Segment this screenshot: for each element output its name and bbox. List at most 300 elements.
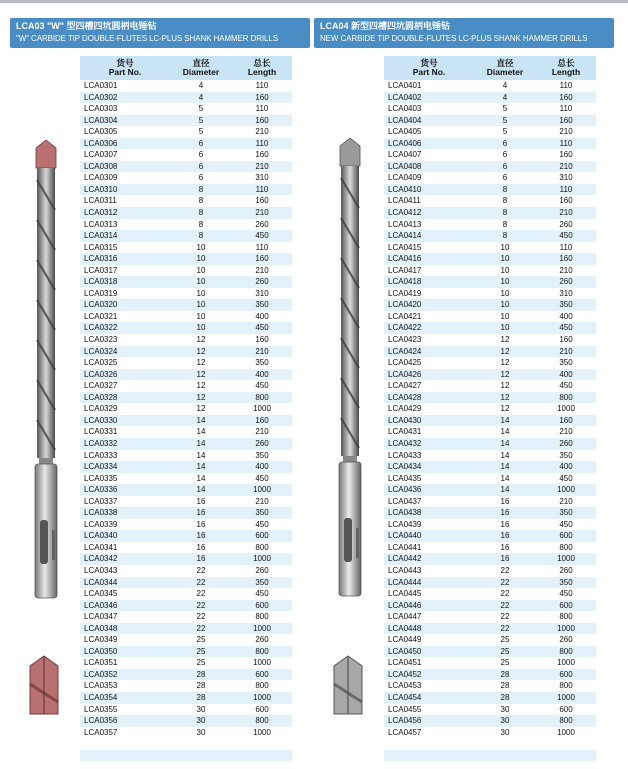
diameter-cell: 16 bbox=[474, 530, 536, 542]
diameter-cell: 30 bbox=[170, 704, 232, 716]
header-length: 总长 Length bbox=[536, 56, 596, 80]
part-no-cell: LCA0332 bbox=[80, 438, 170, 450]
length-cell: 450 bbox=[536, 322, 596, 334]
table-row bbox=[384, 542, 596, 554]
part-no-cell: LCA0310 bbox=[80, 184, 170, 196]
diameter-cell: 28 bbox=[170, 680, 232, 692]
table-row bbox=[384, 253, 596, 265]
length-cell: 210 bbox=[536, 161, 596, 173]
part-no-cell: LCA0317 bbox=[80, 265, 170, 277]
part-no-cell: LCA0407 bbox=[384, 149, 474, 161]
table-row bbox=[384, 496, 596, 508]
diameter-cell: 10 bbox=[474, 265, 536, 277]
diameter-cell: 6 bbox=[170, 138, 232, 150]
table-row bbox=[80, 588, 292, 600]
length-cell: 450 bbox=[536, 473, 596, 485]
table-row bbox=[384, 727, 596, 739]
table-row bbox=[80, 288, 292, 300]
length-cell: 350 bbox=[232, 357, 292, 369]
diameter-cell: 10 bbox=[170, 311, 232, 323]
diameter-cell: 16 bbox=[474, 507, 536, 519]
part-no-cell: LCA0334 bbox=[80, 461, 170, 473]
diameter-cell: 14 bbox=[170, 450, 232, 462]
header-diameter: 直径 Diameter bbox=[170, 56, 232, 80]
part-no-cell: LCA0430 bbox=[384, 415, 474, 427]
diameter-cell: 22 bbox=[474, 565, 536, 577]
part-no-cell: LCA0321 bbox=[80, 311, 170, 323]
length-cell: 260 bbox=[232, 634, 292, 646]
length-cell: 210 bbox=[232, 265, 292, 277]
part-no-cell: LCA0452 bbox=[384, 669, 474, 681]
length-cell: 160 bbox=[232, 415, 292, 427]
part-no-cell: LCA0442 bbox=[384, 553, 474, 565]
part-no-cell: LCA0445 bbox=[384, 588, 474, 600]
diameter-cell: 5 bbox=[474, 115, 536, 127]
part-no-cell: LCA0301 bbox=[80, 80, 170, 92]
diameter-cell: 10 bbox=[474, 322, 536, 334]
table-row bbox=[80, 634, 292, 646]
table-row bbox=[80, 473, 292, 485]
part-no-cell: LCA0345 bbox=[80, 588, 170, 600]
header-part-no: 货号 Part No. bbox=[80, 56, 170, 80]
length-cell: 800 bbox=[232, 392, 292, 404]
diameter-cell: 10 bbox=[474, 276, 536, 288]
table-row bbox=[384, 311, 596, 323]
table-row bbox=[384, 80, 596, 92]
diameter-cell: 22 bbox=[170, 600, 232, 612]
length-cell: 260 bbox=[536, 276, 596, 288]
lca03-table-body bbox=[80, 80, 292, 761]
part-no-cell: LCA0449 bbox=[384, 634, 474, 646]
diameter-cell: 10 bbox=[474, 288, 536, 300]
length-cell: 600 bbox=[536, 669, 596, 681]
length-cell: 400 bbox=[232, 461, 292, 473]
diameter-cell: 6 bbox=[474, 172, 536, 184]
diameter-cell: 28 bbox=[474, 669, 536, 681]
part-no-cell: LCA0335 bbox=[80, 473, 170, 485]
table-row bbox=[384, 195, 596, 207]
table-row bbox=[384, 92, 596, 104]
table-row bbox=[80, 530, 292, 542]
table-row bbox=[384, 507, 596, 519]
length-cell: 260 bbox=[536, 438, 596, 450]
diameter-cell: 28 bbox=[474, 680, 536, 692]
part-no-cell: LCA0437 bbox=[384, 496, 474, 508]
table-row bbox=[384, 669, 596, 681]
table-row bbox=[384, 207, 596, 219]
length-cell: 350 bbox=[536, 507, 596, 519]
part-no-cell: LCA0440 bbox=[384, 530, 474, 542]
table-row bbox=[80, 415, 292, 427]
part-no-cell: LCA0309 bbox=[80, 172, 170, 184]
part-no-cell: LCA0411 bbox=[384, 195, 474, 207]
table-row bbox=[80, 680, 292, 692]
diameter-cell: 25 bbox=[170, 657, 232, 669]
table-row bbox=[384, 484, 596, 496]
part-no-cell: LCA0441 bbox=[384, 542, 474, 554]
table-row bbox=[80, 322, 292, 334]
length-cell: 450 bbox=[232, 322, 292, 334]
empty-row bbox=[80, 750, 292, 762]
lca04-table bbox=[384, 56, 596, 761]
length-cell: 1000 bbox=[536, 623, 596, 635]
part-no-cell: LCA0447 bbox=[384, 611, 474, 623]
part-no-cell: LCA0340 bbox=[80, 530, 170, 542]
lca03-title-cn: LCA03 "W" 型四槽四坑圆柄电锤钻 bbox=[16, 21, 157, 31]
table-row bbox=[80, 265, 292, 277]
diameter-cell: 4 bbox=[474, 80, 536, 92]
part-no-cell: LCA0416 bbox=[384, 253, 474, 265]
part-no-cell: LCA0428 bbox=[384, 392, 474, 404]
part-no-cell: LCA0329 bbox=[80, 403, 170, 415]
diameter-cell: 10 bbox=[474, 311, 536, 323]
diameter-cell: 12 bbox=[170, 357, 232, 369]
part-no-cell: LCA0322 bbox=[80, 322, 170, 334]
diameter-cell: 22 bbox=[474, 588, 536, 600]
part-no-cell: LCA0325 bbox=[80, 357, 170, 369]
length-cell: 1000 bbox=[232, 553, 292, 565]
diameter-cell: 14 bbox=[170, 461, 232, 473]
part-no-cell: LCA0306 bbox=[80, 138, 170, 150]
length-cell: 210 bbox=[232, 496, 292, 508]
diameter-cell: 6 bbox=[170, 149, 232, 161]
table-row bbox=[384, 519, 596, 531]
length-cell: 210 bbox=[232, 161, 292, 173]
part-no-cell: LCA0343 bbox=[80, 565, 170, 577]
table-row bbox=[80, 184, 292, 196]
diameter-cell: 28 bbox=[170, 669, 232, 681]
part-no-cell: LCA0423 bbox=[384, 334, 474, 346]
length-cell: 210 bbox=[536, 265, 596, 277]
table-row bbox=[384, 346, 596, 358]
length-cell: 210 bbox=[232, 346, 292, 358]
length-cell: 210 bbox=[536, 426, 596, 438]
part-no-cell: LCA0429 bbox=[384, 403, 474, 415]
length-cell: 260 bbox=[232, 565, 292, 577]
table-row bbox=[384, 322, 596, 334]
table-row bbox=[80, 565, 292, 577]
length-cell: 110 bbox=[232, 138, 292, 150]
diameter-cell: 30 bbox=[474, 715, 536, 727]
length-cell: 400 bbox=[536, 461, 596, 473]
part-no-cell: LCA0341 bbox=[80, 542, 170, 554]
diameter-cell: 22 bbox=[170, 611, 232, 623]
table-row bbox=[80, 195, 292, 207]
lca03-banner bbox=[10, 18, 310, 48]
diameter-cell: 12 bbox=[474, 403, 536, 415]
diameter-cell: 8 bbox=[170, 230, 232, 242]
diameter-cell: 25 bbox=[170, 634, 232, 646]
part-no-cell: LCA0456 bbox=[384, 715, 474, 727]
table-row bbox=[80, 623, 292, 635]
part-no-cell: LCA0455 bbox=[384, 704, 474, 716]
diameter-cell: 14 bbox=[170, 426, 232, 438]
diameter-cell: 8 bbox=[474, 230, 536, 242]
lca03-header-row bbox=[80, 56, 292, 80]
part-no-cell: LCA0412 bbox=[384, 207, 474, 219]
part-no-cell: LCA0403 bbox=[384, 103, 474, 115]
part-no-cell: LCA0304 bbox=[80, 115, 170, 127]
diameter-cell: 14 bbox=[474, 450, 536, 462]
length-cell: 160 bbox=[536, 253, 596, 265]
diameter-cell: 16 bbox=[474, 496, 536, 508]
diameter-cell: 12 bbox=[474, 357, 536, 369]
diameter-cell: 16 bbox=[474, 542, 536, 554]
length-cell: 110 bbox=[536, 103, 596, 115]
part-no-cell: LCA0432 bbox=[384, 438, 474, 450]
length-cell: 400 bbox=[536, 311, 596, 323]
part-no-cell: LCA0339 bbox=[80, 519, 170, 531]
part-no-cell: LCA0353 bbox=[80, 680, 170, 692]
length-cell: 210 bbox=[536, 496, 596, 508]
lca04-title-en: NEW CARBIDE TIP DOUBLE-FLUTES LC-PLUS SHANK HAMMER DRILLS bbox=[320, 34, 588, 43]
diameter-cell: 16 bbox=[170, 496, 232, 508]
length-cell: 350 bbox=[232, 577, 292, 589]
table-row bbox=[384, 103, 596, 115]
part-no-cell: LCA0349 bbox=[80, 634, 170, 646]
part-no-cell: LCA0324 bbox=[80, 346, 170, 358]
diameter-cell: 30 bbox=[474, 727, 536, 739]
diameter-cell: 14 bbox=[474, 438, 536, 450]
diameter-cell: 10 bbox=[170, 299, 232, 311]
length-cell: 110 bbox=[536, 80, 596, 92]
table-row bbox=[80, 207, 292, 219]
length-cell: 350 bbox=[536, 450, 596, 462]
lca04-panel bbox=[314, 18, 614, 737]
diameter-cell: 5 bbox=[474, 103, 536, 115]
table-row bbox=[384, 530, 596, 542]
diameter-cell: 22 bbox=[170, 565, 232, 577]
table-row bbox=[384, 334, 596, 346]
length-cell: 310 bbox=[232, 172, 292, 184]
diameter-cell: 22 bbox=[474, 611, 536, 623]
length-cell: 160 bbox=[232, 195, 292, 207]
table-row bbox=[384, 415, 596, 427]
part-no-cell: LCA0323 bbox=[80, 334, 170, 346]
table-row bbox=[384, 149, 596, 161]
diameter-cell: 22 bbox=[170, 577, 232, 589]
length-cell: 600 bbox=[536, 530, 596, 542]
length-cell: 260 bbox=[536, 634, 596, 646]
diameter-cell: 22 bbox=[474, 600, 536, 612]
part-no-cell: LCA0315 bbox=[80, 242, 170, 254]
part-no-cell: LCA0454 bbox=[384, 692, 474, 704]
part-no-cell: LCA0344 bbox=[80, 577, 170, 589]
diameter-cell: 25 bbox=[170, 646, 232, 658]
part-no-cell: LCA0356 bbox=[80, 715, 170, 727]
table-row bbox=[384, 577, 596, 589]
part-no-cell: LCA0305 bbox=[80, 126, 170, 138]
length-cell: 110 bbox=[232, 242, 292, 254]
length-cell: 450 bbox=[232, 230, 292, 242]
length-cell: 210 bbox=[536, 346, 596, 358]
part-no-cell: LCA0404 bbox=[384, 115, 474, 127]
part-no-cell: LCA0451 bbox=[384, 657, 474, 669]
table-row bbox=[80, 426, 292, 438]
part-no-cell: LCA0354 bbox=[80, 692, 170, 704]
length-cell: 450 bbox=[232, 380, 292, 392]
part-no-cell: LCA0426 bbox=[384, 369, 474, 381]
table-row bbox=[384, 646, 596, 658]
table-row bbox=[384, 115, 596, 127]
table-row bbox=[384, 600, 596, 612]
length-cell: 450 bbox=[536, 519, 596, 531]
part-no-cell: LCA0316 bbox=[80, 253, 170, 265]
diameter-cell: 8 bbox=[474, 219, 536, 231]
header-diameter: 直径 Diameter bbox=[474, 56, 536, 80]
table-row bbox=[80, 299, 292, 311]
table-row bbox=[80, 692, 292, 704]
table-row bbox=[384, 161, 596, 173]
length-cell: 800 bbox=[232, 715, 292, 727]
lca04-title-cn: LCA04 新型四槽四坑圆柄电锤钻 bbox=[320, 21, 451, 31]
length-cell: 450 bbox=[536, 588, 596, 600]
table-row bbox=[80, 161, 292, 173]
diameter-cell: 10 bbox=[170, 288, 232, 300]
table-row bbox=[80, 357, 292, 369]
part-no-cell: LCA0439 bbox=[384, 519, 474, 531]
part-no-cell: LCA0453 bbox=[384, 680, 474, 692]
table-row bbox=[80, 242, 292, 254]
table-row bbox=[80, 126, 292, 138]
part-no-cell: LCA0351 bbox=[80, 657, 170, 669]
length-cell: 160 bbox=[232, 149, 292, 161]
part-no-cell: LCA0415 bbox=[384, 242, 474, 254]
table-row bbox=[384, 426, 596, 438]
diameter-cell: 4 bbox=[170, 80, 232, 92]
diameter-cell: 22 bbox=[474, 623, 536, 635]
diameter-cell: 6 bbox=[474, 149, 536, 161]
table-row bbox=[384, 380, 596, 392]
length-cell: 1000 bbox=[536, 692, 596, 704]
length-cell: 210 bbox=[232, 207, 292, 219]
length-cell: 1000 bbox=[232, 484, 292, 496]
length-cell: 450 bbox=[232, 519, 292, 531]
table-row bbox=[80, 392, 292, 404]
length-cell: 400 bbox=[232, 311, 292, 323]
length-cell: 110 bbox=[536, 184, 596, 196]
table-row bbox=[80, 103, 292, 115]
diameter-cell: 14 bbox=[474, 484, 536, 496]
length-cell: 260 bbox=[232, 438, 292, 450]
lca03-drill-image bbox=[22, 140, 66, 600]
length-cell: 600 bbox=[232, 704, 292, 716]
length-cell: 160 bbox=[536, 92, 596, 104]
table-row bbox=[384, 692, 596, 704]
part-no-cell: LCA0346 bbox=[80, 600, 170, 612]
diameter-cell: 6 bbox=[474, 161, 536, 173]
part-no-cell: LCA0350 bbox=[80, 646, 170, 658]
empty-row bbox=[384, 738, 596, 750]
length-cell: 1000 bbox=[536, 727, 596, 739]
diameter-cell: 16 bbox=[170, 507, 232, 519]
part-no-cell: LCA0405 bbox=[384, 126, 474, 138]
diameter-cell: 30 bbox=[170, 715, 232, 727]
length-cell: 800 bbox=[232, 542, 292, 554]
lca04-drill-image bbox=[326, 138, 370, 598]
length-cell: 800 bbox=[536, 646, 596, 658]
part-no-cell: LCA0402 bbox=[384, 92, 474, 104]
diameter-cell: 22 bbox=[170, 588, 232, 600]
table-row bbox=[384, 565, 596, 577]
table-row bbox=[384, 219, 596, 231]
length-cell: 260 bbox=[536, 565, 596, 577]
diameter-cell: 14 bbox=[170, 438, 232, 450]
length-cell: 1000 bbox=[536, 657, 596, 669]
diameter-cell: 12 bbox=[170, 346, 232, 358]
diameter-cell: 22 bbox=[170, 623, 232, 635]
diameter-cell: 8 bbox=[474, 184, 536, 196]
table-row bbox=[80, 92, 292, 104]
length-cell: 450 bbox=[232, 588, 292, 600]
length-cell: 800 bbox=[232, 611, 292, 623]
part-no-cell: LCA0308 bbox=[80, 161, 170, 173]
length-cell: 600 bbox=[232, 669, 292, 681]
diameter-cell: 12 bbox=[170, 334, 232, 346]
diameter-cell: 8 bbox=[474, 195, 536, 207]
table-row bbox=[384, 230, 596, 242]
diameter-cell: 16 bbox=[474, 519, 536, 531]
diameter-cell: 12 bbox=[474, 380, 536, 392]
diameter-cell: 10 bbox=[170, 253, 232, 265]
diameter-cell: 16 bbox=[170, 519, 232, 531]
length-cell: 210 bbox=[232, 426, 292, 438]
part-no-cell: LCA0352 bbox=[80, 669, 170, 681]
header-length: 总长 Length bbox=[232, 56, 292, 80]
part-no-cell: LCA0331 bbox=[80, 426, 170, 438]
diameter-cell: 10 bbox=[474, 299, 536, 311]
table-row bbox=[384, 634, 596, 646]
part-no-cell: LCA0311 bbox=[80, 195, 170, 207]
length-cell: 400 bbox=[536, 369, 596, 381]
part-no-cell: LCA0328 bbox=[80, 392, 170, 404]
table-row bbox=[80, 311, 292, 323]
lca03-panel bbox=[10, 18, 310, 737]
table-row bbox=[80, 276, 292, 288]
part-no-cell: LCA0342 bbox=[80, 553, 170, 565]
length-cell: 1000 bbox=[536, 553, 596, 565]
length-cell: 110 bbox=[536, 242, 596, 254]
table-row bbox=[80, 253, 292, 265]
part-no-cell: LCA0422 bbox=[384, 322, 474, 334]
diameter-cell: 12 bbox=[170, 392, 232, 404]
length-cell: 110 bbox=[232, 80, 292, 92]
lca03-title-en: "W" CARBIDE TIP DOUBLE-FLUTES LC-PLUS SHANK HAMMER DRILLS bbox=[16, 34, 278, 43]
diameter-cell: 4 bbox=[474, 92, 536, 104]
part-no-cell: LCA0410 bbox=[384, 184, 474, 196]
diameter-cell: 16 bbox=[474, 553, 536, 565]
table-row bbox=[80, 727, 292, 739]
table-row bbox=[80, 611, 292, 623]
part-no-cell: LCA0355 bbox=[80, 704, 170, 716]
part-no-cell: LCA0313 bbox=[80, 219, 170, 231]
diameter-cell: 14 bbox=[474, 415, 536, 427]
length-cell: 260 bbox=[232, 219, 292, 231]
part-no-cell: LCA0330 bbox=[80, 415, 170, 427]
length-cell: 310 bbox=[232, 288, 292, 300]
part-no-cell: LCA0435 bbox=[384, 473, 474, 485]
diameter-cell: 12 bbox=[474, 392, 536, 404]
part-no-cell: LCA0418 bbox=[384, 276, 474, 288]
length-cell: 350 bbox=[536, 299, 596, 311]
table-row bbox=[80, 519, 292, 531]
length-cell: 1000 bbox=[232, 623, 292, 635]
diameter-cell: 14 bbox=[474, 426, 536, 438]
table-row bbox=[384, 623, 596, 635]
length-cell: 600 bbox=[232, 530, 292, 542]
table-row bbox=[80, 346, 292, 358]
length-cell: 800 bbox=[536, 715, 596, 727]
